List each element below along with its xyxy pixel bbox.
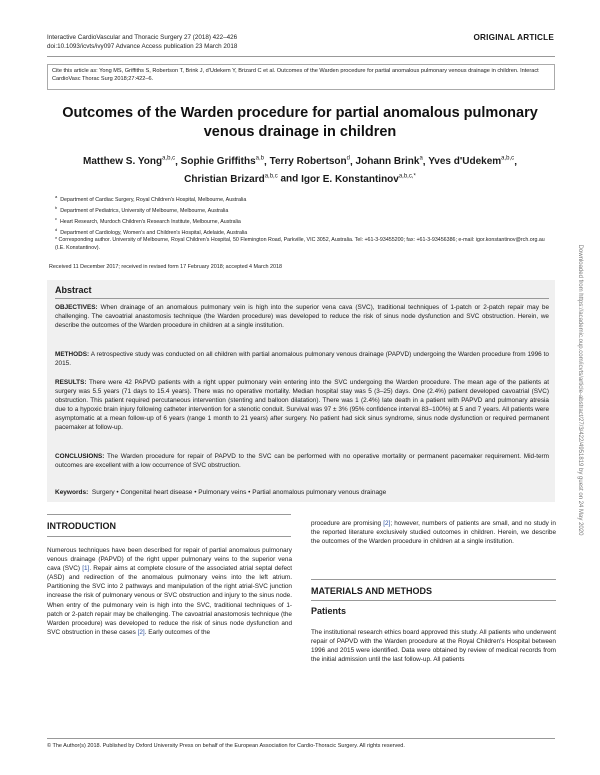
reference-link[interactable]: [2]: [383, 520, 391, 527]
author[interactable]: Johann Brink$^a$: [355, 156, 423, 168]
author[interactable]: Yves d'Udekem$^{a,b,c}$: [428, 156, 515, 168]
abstract-conclusions: CONCLUSIONS: The Warden procedure for repair of PAPVD to the SVC can be performed with no operative mortality or permanent pacemaker requirement. Mid-term outcomes are excellent with a low occurrence of SVC obstruction.: [55, 453, 549, 470]
patients-subheading: Patients: [311, 606, 347, 616]
affiliation-item: $^a$ Department of Cardiac Surgery, Royal Children's Hospital, Melbourne, Australia: [55, 194, 247, 203]
intro-paragraph-continued: procedure are promising [2]; however, numbers of patients are small, and no study in the reported literature exclusively studied outcomes in children. Herein, we describe the outcomes of the Warden procedure in children at a single institution.: [311, 520, 556, 546]
copyright-footer: © The Author(s) 2018. Published by Oxford University Press on behalf of the European Association for Cardio-Thoracic Surgery. All rights reserved.: [47, 743, 405, 749]
citation-text: Cite this article as: Yong MS, Griffiths S, Robertson T, Brink J, d'Udekem Y, Brizard C et al. Outcomes of the Warden procedure for partial anomalous pulmonary venous drainage in children. Interact CardioVasc Thorac Surg 2018;27:422–6.: [52, 68, 539, 82]
affiliation-item: $^c$ Heart Research, Murdoch Children's Research Institute, Melbourne, Australia: [55, 215, 241, 225]
article-title: Outcomes of the Warden procedure for partial anomalous pulmonary venous drainage in children: [62, 105, 538, 140]
methods-heading: MATERIALS AND METHODS: [311, 586, 432, 596]
journal-line: Interactive CardioVascular and Thoracic Surgery 27 (2018) 422–426: [47, 34, 238, 41]
article-type-label: ORIGINAL ARTICLE: [473, 33, 554, 42]
abstract-results: RESULTS: There were 42 PAPVD patients with a right upper pulmonary vein entering into the SVC undergoing the Warden procedure. The mean age of the patients at surgery was 5.5 years (71 days to 15.4 years). There was no operative mortality. Median hospital stay was 5 (3–25) days. One (2.4%) patient developed cavoatrial (SVC) obstruction. This patient required percutaneous intervention (stenting and balloon dilatation). There was 1 (2.4%) late death in a patient with PAPVD and pulmonary atresia due to a hypoxic brain injury following catheter intervention for a stenotic conduit. Survival was 97 ± 3% (95% confidence interval 83–100%) at 5 and 7 years. All patients were asymptomatic at a mean follow-up of 6 years (range 1 month to 21 years) after surgery. No patient had sick sinus syndrome, sinus node dysfunction or required permanent pacemaker at follow-up.: [55, 379, 549, 432]
abstract-heading: Abstract: [55, 285, 92, 295]
abstract-rule: [55, 298, 549, 299]
abstract-methods: METHODS: A retrospective study was conducted on all children with partial anomalous pulmonary venous drainage (PAPVD) undergoing the Warden procedure from 1996 to 2015.: [55, 351, 549, 368]
affiliations: [55, 193, 555, 237]
abstract-objectives: OBJECTIVES: When drainage of an anomalous pulmonary vein is high into the superior vena cava (SVC), traditional techniques of 1-patch or 2-patch repair may be challenging. The cavoatrial anastomosis technique (the Warden procedure) was developed to reduce the risk of sinus node dysfunction and SVC obstruction. Herein, we describe the outcomes of the Warden procedure in children at a single institution.: [55, 304, 550, 330]
download-note: Downloaded from https://academic.oup.com/icvts/article-abstract/27/3/422/4951819 by guest on 24 May 2020: [577, 244, 583, 536]
citation-box: [47, 64, 555, 90]
author[interactable]: Sophie Griffiths$^{a,b}$: [180, 156, 265, 168]
footer-rule: [47, 738, 555, 739]
intro-rule-top: [47, 514, 291, 515]
author[interactable]: Igor E. Konstantinov$^{a,b,c,*}$: [301, 173, 416, 185]
affiliation-item: $^b$ Department of Pediatrics, University of Melbourne, Melbourne, Australia: [55, 204, 229, 214]
author[interactable]: Matthew S. Yong$^{a,b,c}$: [83, 156, 176, 168]
keywords: Keywords: Surgery • Congenital heart disease • Pulmonary veins • Partial anomalous pulmonary venous drainage: [55, 489, 387, 496]
intro-paragraph: Numerous techniques have been described for repair of partial anomalous pulmonary venous drainage (PAPVD) of the right upper pulmonary veins to the superior vena cava (SVC) [1]. Repair aims at complete closure of the associated atrial septal defect (ASD) and redirection of the anomalous pulmonary veins into the left atrium. Partitioning the SVC into 2 pathways and manipulation of the right atrial-SVC junction increase the risk of pulmonary venous or SVC obstruction and injury to the sinus node. When entry of the pulmonary vein is high into the SVC, traditional techniques of 1-patch or 2-patch repair may be challenging. The cavoatrial anastomosis technique (the Warden procedure) was developed to reduce the risk of sinus node dysfunction and SVC obstruction in these cases [2]. Early outcomes of the: [47, 547, 292, 636]
intro-rule-bottom: [47, 536, 291, 537]
methods-rule-top: [311, 579, 556, 580]
author-and: and: [280, 173, 299, 185]
reference-link[interactable]: [1]: [82, 565, 90, 573]
header-rule: [47, 56, 555, 57]
author[interactable]: Christian Brizard$^{a,b,c}$: [184, 173, 278, 185]
reference-link[interactable]: [2]: [137, 628, 145, 636]
corresponding-author: * Corresponding author. University of Melbourne, Royal Children's Hospital, 50 Flemington Road, Parkville, VIC 3052, Australia. Tel: +61-3-93455200; fax: +61-3-93456386; e-mail: igor.konstantinov@rch.org.au (I.E. Konstantinov).: [55, 237, 545, 251]
methods-rule-bottom: [311, 600, 556, 601]
affiliation-item: $^d$ Department of Cardiology, Women's and Children's Hospital, Adelaide, Australia: [55, 226, 248, 236]
intro-heading: INTRODUCTION: [47, 521, 116, 531]
author[interactable]: Terry Robertson$^d$: [269, 156, 350, 168]
doi-line: doi:10.1093/icvts/ivy097 Advance Access publication 23 March 2018: [47, 43, 238, 50]
methods-paragraph: The institutional research ethics board approved this study. All patients who underwent repair of PAPVD with the Warden procedure at the Royal Children's Hospital between 1996 and 2015 were identified. Data were obtained by review of medical records from the initial admission until the last follow-up. All patients: [311, 629, 556, 664]
author-list: Matthew S. Yong$^{a,b,c}$, Sophie Griffiths$^{a,b}$, Terry Robertson$^d$, Johann Brink$^a$, Yves d'Udekem$^{a,b,c}$, Christian Brizard$^{a,b,c}$ and Igor E. Konstantinov$^{a,b,c,*}$: [83, 156, 517, 185]
received-dates: Received 11 December 2017; received in revised form 17 February 2018; accepted 4 March 2018: [49, 264, 283, 270]
